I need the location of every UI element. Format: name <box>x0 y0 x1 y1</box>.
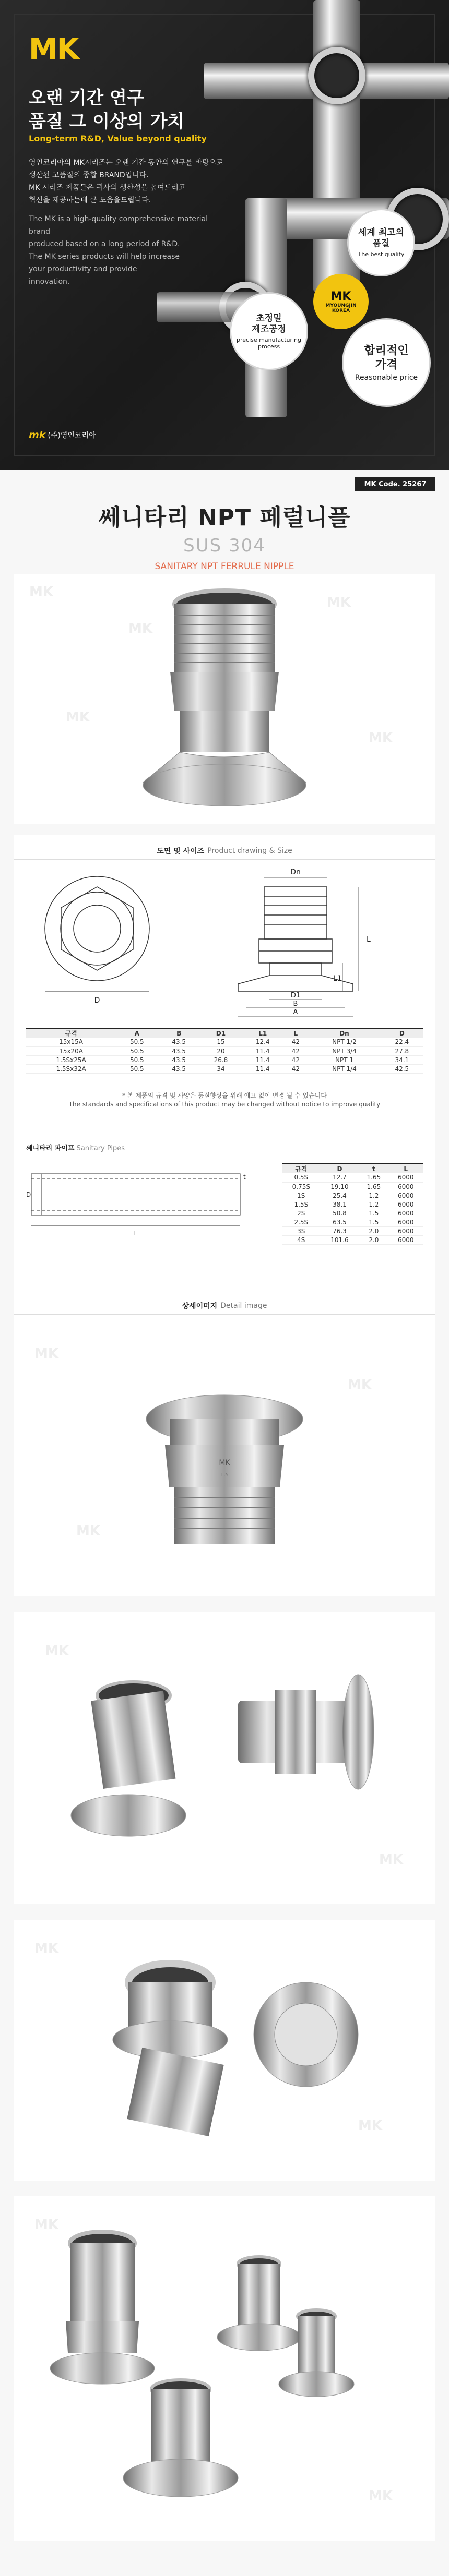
pipe-cell: 1.5 <box>359 1218 388 1226</box>
size-row <box>26 1064 423 1073</box>
detail-photo-1 <box>14 1325 435 1596</box>
dim-label-l: L <box>367 935 371 944</box>
pipe-cell: 19.10 <box>321 1182 359 1191</box>
badge-factory-en2: process <box>257 343 280 350</box>
size-cell: NPT 3/4 <box>308 1046 381 1055</box>
pipe-cell: 1.2 <box>359 1200 388 1209</box>
pipe-heading-en: Sanitary Pipes <box>76 1145 125 1152</box>
detail-three-fittings-illustration <box>14 1920 435 2181</box>
size-cell: 11.4 <box>242 1046 283 1055</box>
drawing-heading-ko: 도면 및 사이즈 <box>157 847 205 856</box>
pipe-row <box>282 1226 423 1235</box>
size-cell: 34.1 <box>381 1055 423 1064</box>
detail-fitting-side-view <box>14 1325 435 1596</box>
watermark: MK <box>348 1377 372 1393</box>
badge-made-brand: MK <box>330 290 351 303</box>
size-cell: 11.4 <box>242 1064 283 1073</box>
size-cell: 12.4 <box>242 1038 283 1046</box>
pipe-cell: 1.65 <box>359 1173 388 1182</box>
dim-label-b: B <box>293 1000 298 1008</box>
watermark: MK <box>128 621 153 636</box>
pipe-cell: 0.5S <box>282 1173 321 1182</box>
size-col-d1: D1 <box>200 1028 242 1038</box>
detail-size-range-illustration <box>14 2196 435 2541</box>
pipe-row <box>282 1218 423 1226</box>
drawing-section-header <box>14 842 435 860</box>
watermark: MK <box>66 709 90 725</box>
technical-drawing <box>14 866 435 1022</box>
pipe-cell: 6000 <box>389 1209 423 1218</box>
dim-label-d1: D1 <box>290 992 301 1000</box>
size-col-b: B <box>158 1028 199 1038</box>
hero-ko-line: MK 시리즈 제품들은 귀사의 생산성을 높여드리고 <box>29 184 186 192</box>
size-cell: 43.5 <box>158 1046 199 1055</box>
product-title: 쎄니타리 NPT 페럴니플 <box>98 504 351 531</box>
size-cell: NPT 1 <box>308 1055 381 1064</box>
company-logo <box>29 429 96 441</box>
pipe-cell: 0.75S <box>282 1182 321 1191</box>
hero-subtitle: Long-term R&D, Value beyond quality <box>29 134 207 143</box>
pipe-cell: 101.6 <box>321 1235 359 1244</box>
hero-en-line: your productivity and provide <box>29 265 137 273</box>
dim-label-dn: Dn <box>290 868 301 876</box>
size-cell: 15x15A <box>26 1038 116 1046</box>
pipe-cell: 2S <box>282 1209 321 1218</box>
spec-note-en: The standards and specifications of this product may be changed without notice to improve quality <box>68 1101 381 1108</box>
badge-price-en: Reasonable price <box>355 373 418 382</box>
hero-ko-line: 혁신을 제공하는데 큰 도움을드립니다. <box>29 196 151 204</box>
badge-made-line1: MYOUNGJIN <box>325 303 357 308</box>
pipe-col-t: t <box>359 1164 388 1173</box>
pipe-col-spec: 규격 <box>282 1164 321 1173</box>
size-cell: 42 <box>283 1055 308 1064</box>
size-col-d: D <box>381 1028 423 1038</box>
watermark: MK <box>76 1523 101 1539</box>
size-cell: 11.4 <box>242 1055 283 1064</box>
pipe-dim-d: D <box>26 1191 31 1198</box>
badge-best-en: The best quality <box>358 251 405 258</box>
size-cell: 50.5 <box>116 1055 158 1064</box>
size-col-dn: Dn <box>308 1028 381 1038</box>
hero-ko-line: 생산된 고품질의 종합 BRAND입니다. <box>29 171 149 179</box>
pipe-cell: 50.8 <box>321 1209 359 1218</box>
size-cell: 22.4 <box>381 1038 423 1046</box>
pipe-row <box>282 1173 423 1182</box>
pipe-cell: 2.0 <box>359 1226 388 1235</box>
hero-description-en <box>29 213 227 288</box>
pipe-col-d: D <box>321 1164 359 1173</box>
size-cell: 43.5 <box>158 1038 199 1046</box>
size-row <box>26 1055 423 1064</box>
detail-two-fittings-illustration <box>14 1612 435 1904</box>
hero-banner <box>0 0 449 470</box>
engraving-brand: MK <box>219 1459 230 1467</box>
watermark: MK <box>45 1643 69 1659</box>
watermark: MK <box>369 730 393 746</box>
pipe-section-header <box>26 1142 125 1152</box>
size-cell: 50.5 <box>116 1064 158 1073</box>
pipe-dim-l: L <box>134 1230 138 1237</box>
pipe-cell: 6000 <box>389 1182 423 1191</box>
pipe-cell: 1.5 <box>359 1209 388 1218</box>
pipe-cell: 1.2 <box>359 1191 388 1200</box>
pipe-cell: 6000 <box>389 1235 423 1244</box>
size-cell: 1.5Sx32A <box>26 1064 116 1073</box>
size-cell: 43.5 <box>158 1055 199 1064</box>
watermark: MK <box>34 2217 59 2233</box>
pipe-table-header <box>282 1164 423 1173</box>
size-cell: 50.5 <box>116 1046 158 1055</box>
size-cell: 27.8 <box>381 1046 423 1055</box>
pipe-dim-t: t <box>243 1173 246 1181</box>
hero-title-line1: 오랜 기간 연구 <box>29 88 144 109</box>
detail-heading-en: Detail image <box>220 1302 267 1310</box>
badge-factory-en1: precise manufacturing <box>236 336 301 343</box>
watermark: MK <box>34 1941 59 1956</box>
hero-en-line: produced based on a long period of R&D. <box>29 240 180 248</box>
size-cell: 42.5 <box>381 1064 423 1073</box>
watermark: MK <box>379 1852 404 1868</box>
pipe-cell: 6000 <box>389 1218 423 1226</box>
hero-en-line: The MK is a high-quality comprehensive material brand <box>29 215 208 236</box>
pipe-drawing <box>26 1163 256 1242</box>
size-cell: 42 <box>283 1046 308 1055</box>
dim-label-l1: L1 <box>333 974 342 983</box>
size-row <box>26 1038 423 1046</box>
size-row <box>26 1046 423 1055</box>
watermark: MK <box>34 1346 59 1362</box>
pipe-cell: 76.3 <box>321 1226 359 1235</box>
pipe-table <box>282 1163 423 1245</box>
size-cell: NPT 1/2 <box>308 1038 381 1046</box>
pipe-cell: 3S <box>282 1226 321 1235</box>
spec-note-ko: * 본 제품의 규격 및 사양은 품질향상을 위해 예고 없이 변경 될 수 있습니다 <box>122 1092 327 1099</box>
pipe-cell: 6000 <box>389 1191 423 1200</box>
spec-note <box>14 1091 435 1109</box>
size-cell: 42 <box>283 1064 308 1073</box>
size-col-l: L <box>283 1028 308 1038</box>
watermark: MK <box>327 595 351 610</box>
badge-best-ko2: 품질 <box>372 238 390 249</box>
size-cell: 15x20A <box>26 1046 116 1055</box>
product-title-en: SANITARY NPT FERRULE NIPPLE <box>155 561 294 572</box>
badge-best-quality <box>347 209 415 276</box>
engraving-code: 1.5 <box>220 1472 229 1478</box>
badge-factory-ko1: 초정밀 <box>256 312 282 323</box>
size-cell: 1.5Sx25A <box>26 1055 116 1064</box>
hero-title-line2: 품질 그 이상의 가치 <box>29 111 185 132</box>
size-col-l1: L1 <box>242 1028 283 1038</box>
pipe-cell: 6000 <box>389 1226 423 1235</box>
pipe-cell: 6000 <box>389 1173 423 1182</box>
pipe-cell: 2.5S <box>282 1218 321 1226</box>
pipe-cell: 1.65 <box>359 1182 388 1191</box>
product-material: SUS 304 <box>183 535 266 556</box>
badge-made-in-korea <box>313 274 369 329</box>
detail-heading-ko: 상세이미지 <box>182 1302 218 1310</box>
ferrule-nipple-illustration <box>14 574 435 824</box>
size-cell: 34 <box>200 1064 242 1073</box>
pipe-cell: 38.1 <box>321 1200 359 1209</box>
hero-en-line: innovation. <box>29 278 70 286</box>
hero-ko-line: 영인코리아의 MK시리즈는 오랜 기간 동안의 연구를 바탕으로 <box>29 159 223 167</box>
badge-best-ko1: 세계 최고의 <box>358 227 405 238</box>
size-cell: 42 <box>283 1038 308 1046</box>
badge-price-ko2: 가격 <box>375 358 398 371</box>
pipe-row <box>282 1235 423 1244</box>
pipe-col-l: L <box>389 1164 423 1173</box>
size-cell: NPT 1/4 <box>308 1064 381 1073</box>
detail-section-header <box>14 1297 435 1315</box>
watermark: MK <box>29 584 54 600</box>
badge-price-ko1: 합리적인 <box>364 344 409 357</box>
dim-label-d: D <box>94 996 100 1005</box>
size-cell: 20 <box>200 1046 242 1055</box>
badge-made-line2: KOREA <box>332 308 350 314</box>
detail-photo-2 <box>14 1612 435 1904</box>
pipe-cell: 6000 <box>389 1200 423 1209</box>
detail-photo-3 <box>14 1920 435 2181</box>
pipe-row <box>282 1182 423 1191</box>
size-col-a: A <box>116 1028 158 1038</box>
main-product-photo <box>14 574 435 824</box>
hero-description-ko <box>29 157 227 207</box>
pipe-cell: 2.0 <box>359 1235 388 1244</box>
badge-factory-ko2: 제조공정 <box>252 323 286 334</box>
pipe-row <box>282 1209 423 1218</box>
hero-en-line: The MK series products will help increase <box>29 252 180 261</box>
pipe-cell: 1.5S <box>282 1200 321 1209</box>
size-col-spec: 규격 <box>26 1028 116 1038</box>
pipe-heading-ko: 쎄니타리 파이프 <box>26 1145 75 1152</box>
size-cell: 50.5 <box>116 1038 158 1046</box>
badge-precise-process <box>230 292 308 370</box>
watermark: MK <box>358 2118 383 2134</box>
brand-logo: MK <box>29 32 79 66</box>
size-table-header <box>26 1028 423 1038</box>
badge-reasonable-price <box>342 318 431 407</box>
size-cell: 43.5 <box>158 1064 199 1073</box>
size-cell: 15 <box>200 1038 242 1046</box>
pipe-cell: 12.7 <box>321 1173 359 1182</box>
pipe-cell: 63.5 <box>321 1218 359 1226</box>
detail-photo-4 <box>14 2196 435 2541</box>
pipe-cell: 1S <box>282 1191 321 1200</box>
pipe-row <box>282 1191 423 1200</box>
size-table <box>26 1028 423 1074</box>
product-title-block <box>0 499 449 572</box>
product-code-tag: MK Code. 25267 <box>355 477 435 491</box>
dim-label-a: A <box>293 1008 298 1016</box>
size-cell: 26.8 <box>200 1055 242 1064</box>
pipe-row <box>282 1200 423 1209</box>
drawing-heading-en: Product drawing & Size <box>207 847 292 855</box>
pipe-cell: 25.4 <box>321 1191 359 1200</box>
watermark: MK <box>369 2488 393 2504</box>
pipe-cell: 4S <box>282 1235 321 1244</box>
company-logo-mark: mk <box>29 429 46 441</box>
company-logo-text: (주)영인코리아 <box>48 431 96 440</box>
